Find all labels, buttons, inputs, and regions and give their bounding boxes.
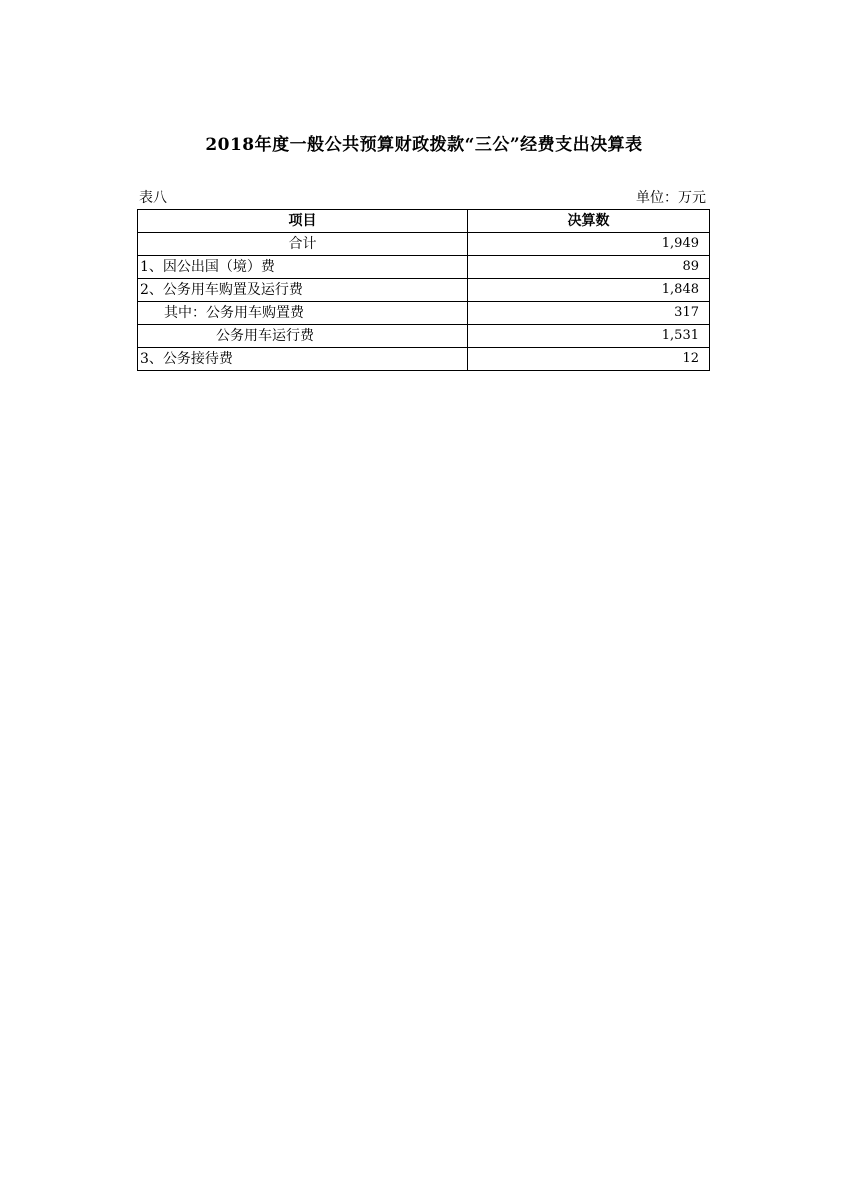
table-row-total xyxy=(138,233,710,256)
header-amount: 决算数 xyxy=(468,210,710,233)
row-value: 1,848 xyxy=(468,279,710,302)
row-label: 合计 xyxy=(138,233,468,256)
row-value: 317 xyxy=(468,302,710,325)
table-row xyxy=(138,348,710,371)
row-label: 公务用车运行费 xyxy=(138,325,468,348)
row-value: 12 xyxy=(468,348,710,371)
row-value: 89 xyxy=(468,256,710,279)
unit-label: 单位：万元 xyxy=(636,190,706,206)
table-number-label: 表八 xyxy=(139,190,167,206)
row-value: 1,531 xyxy=(468,325,710,348)
table-row xyxy=(138,256,710,279)
expenditure-table xyxy=(137,209,710,371)
row-value: 1,949 xyxy=(468,233,710,256)
row-label: 2、公务用车购置及运行费 xyxy=(138,279,468,302)
row-label: 其中：公务用车购置费 xyxy=(138,302,468,325)
row-label: 3、公务接待费 xyxy=(138,348,468,371)
page-title: 2018年度一般公共预算财政拨款“三公”经费支出决算表 xyxy=(205,135,643,155)
table-row-sub xyxy=(138,325,710,348)
row-label: 1、因公出国（境）费 xyxy=(138,256,468,279)
table-row-sub xyxy=(138,302,710,325)
table-header-row xyxy=(138,210,710,233)
table-row xyxy=(138,279,710,302)
header-item: 项目 xyxy=(138,210,468,233)
